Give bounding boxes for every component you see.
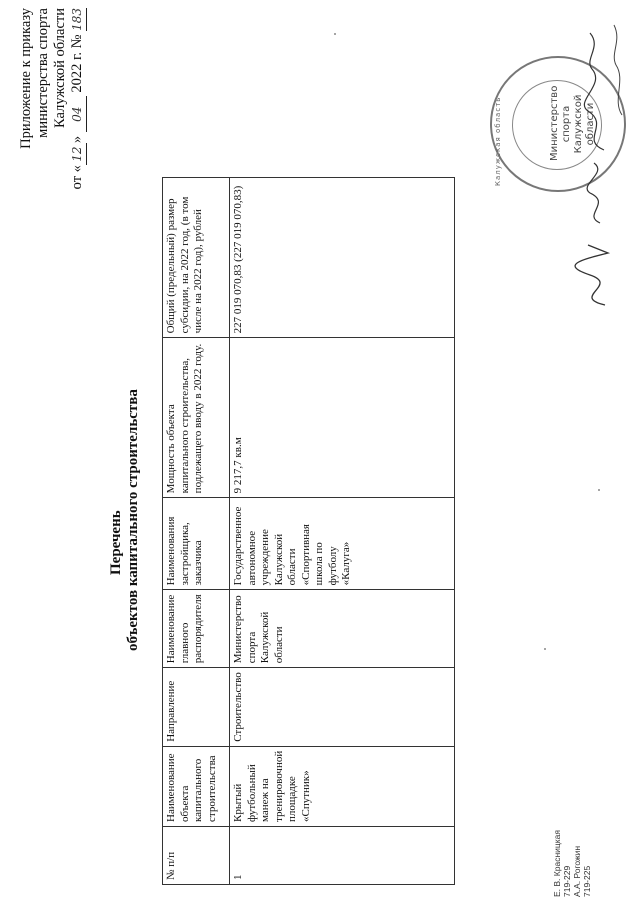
document-title: Перечень xyxy=(108,510,124,575)
date-day: 12 xyxy=(69,143,87,165)
cell-subsidy: 227 019 070,83 (227 019 070,83) xyxy=(230,178,455,338)
header-cell-subsidy: Общий (предельный) размер субсидии, на 2022 год, (в том числе на 2022 год), рублей xyxy=(163,178,230,338)
cell-direction: Строительство xyxy=(230,668,455,747)
date-mid: » xyxy=(69,135,85,144)
executor-1-name: Е. В. Красницкая xyxy=(552,830,562,897)
stamp-center-text: Министерство спорта Калужской области xyxy=(549,85,596,161)
scan-speck xyxy=(544,648,546,650)
header-cell-direction: Направление xyxy=(163,668,230,747)
table-row xyxy=(230,178,455,885)
cell-developer: Государственное автономное учреждение Калужской области «Спортивная школа по футболу «Калуга» xyxy=(230,498,455,590)
header-cell-capacity: Мощность объекта капитального строительства, подлежащего вводу в 2022 году. xyxy=(163,338,230,498)
date-month: 04 xyxy=(69,96,87,132)
header-line-2: министерства спорта xyxy=(35,8,51,138)
stamp-ring-text: Калужская область xyxy=(494,96,502,186)
header-line-3: Калужской области xyxy=(52,8,68,128)
date-prefix: от « xyxy=(69,165,85,190)
cell-chief-administrator: Министерство спорта Калужской области xyxy=(230,590,455,668)
cell-number: 1 xyxy=(230,827,455,885)
cell-object-name: Крытый футбольный манеж на тренировочной площадке «Спутник» xyxy=(230,746,455,826)
header-line-1: Приложение к приказу xyxy=(18,8,34,149)
header-cell-object-name: Наименование объекта капитального строительства xyxy=(163,746,230,826)
executors-block xyxy=(552,830,592,897)
table-header-row xyxy=(163,178,230,885)
handwritten-signature xyxy=(560,15,630,315)
document-subtitle: объектов капитального строительства xyxy=(125,389,141,651)
header-cell-developer: Наименования застройщика, заказчика xyxy=(163,498,230,590)
executor-2-phone: 719-225 xyxy=(582,865,592,897)
date-year: 2022 г. № xyxy=(69,34,85,93)
cell-capacity: 9 217,7 кв.м xyxy=(230,338,455,498)
document-header xyxy=(18,8,87,189)
order-number: 183 xyxy=(69,8,87,31)
objects-table xyxy=(162,177,455,885)
header-cell-chief-administrator: Наименование главного распорядителя xyxy=(163,590,230,668)
scan-speck xyxy=(334,33,336,35)
scan-speck xyxy=(598,489,600,491)
header-cell-number: № п/п xyxy=(163,827,230,885)
executor-2-name: А.А. Рогожин xyxy=(572,845,582,897)
order-date-line xyxy=(69,8,87,189)
executor-1-phone: 719-229 xyxy=(562,865,572,897)
